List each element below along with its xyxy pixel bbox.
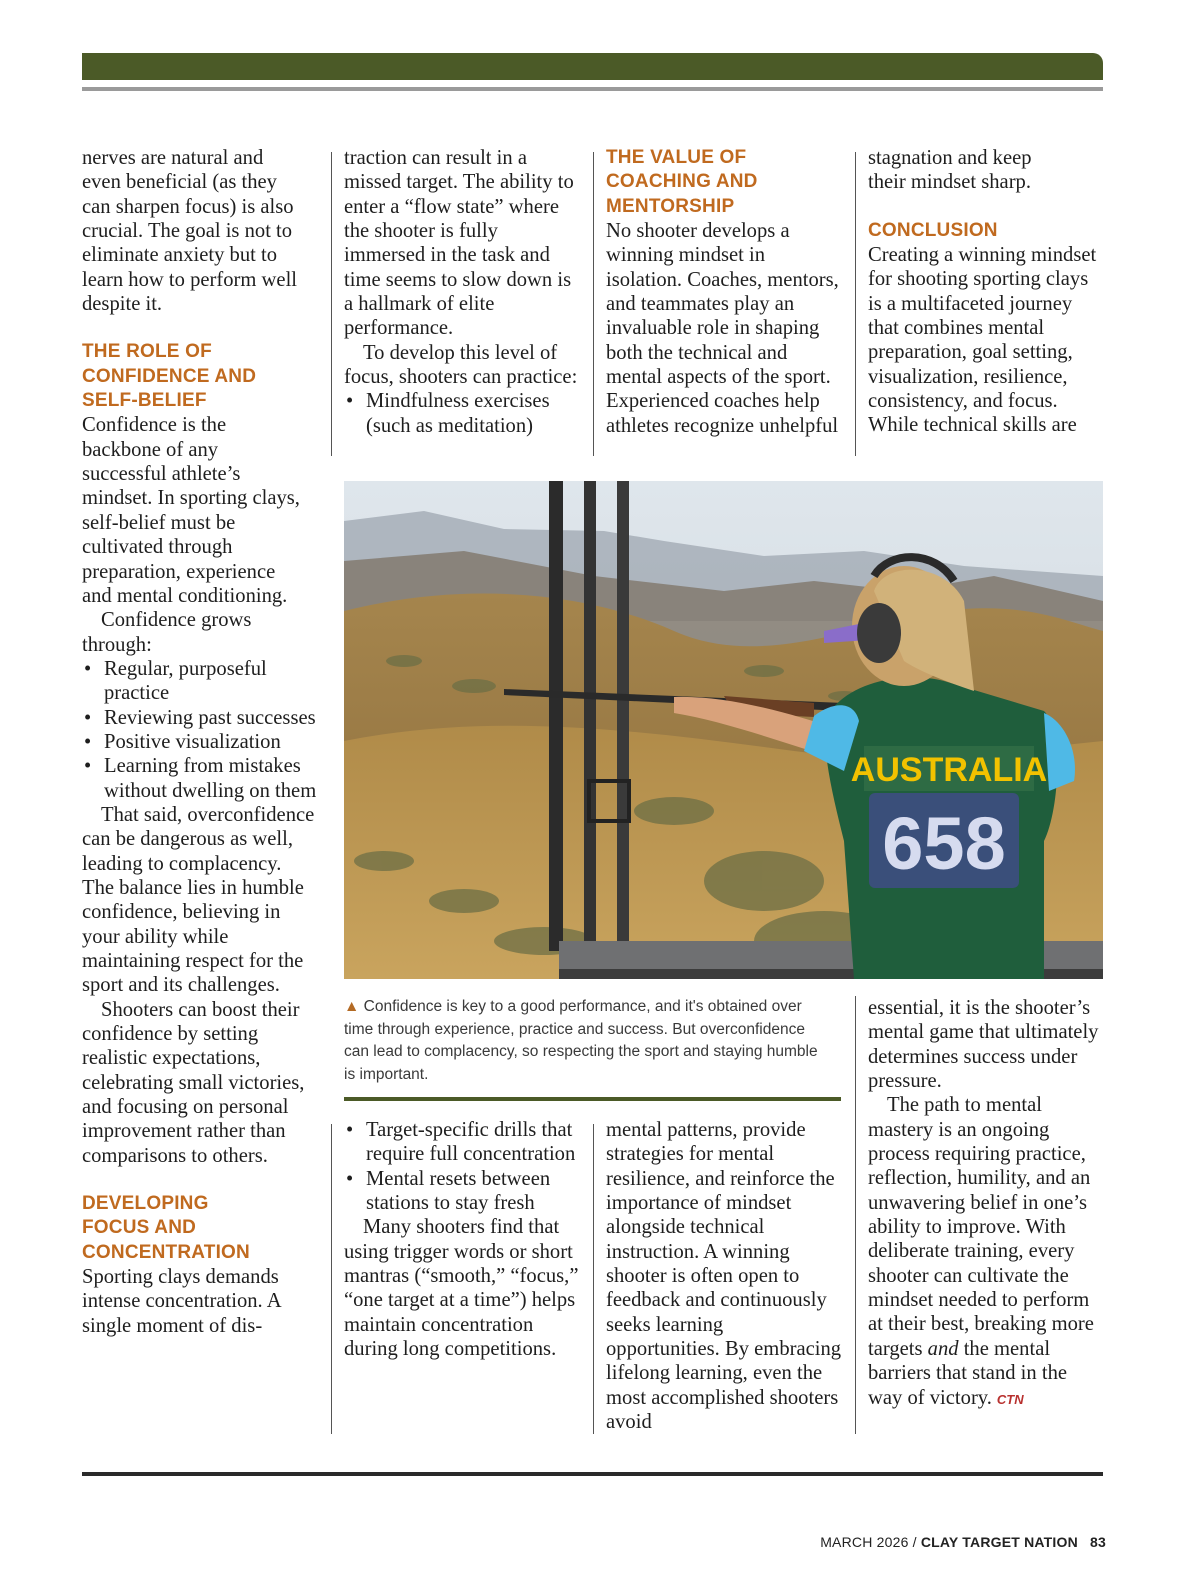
column-rule (331, 152, 332, 456)
section-heading: THE ROLE OF CONFIDENCE AND SELF-BELIEF (82, 341, 257, 412)
bib-number: 658 (882, 802, 1006, 885)
column-rule (593, 152, 594, 456)
section-heading: CONCLUSION (868, 219, 998, 241)
caption-rule (344, 1097, 841, 1101)
ctn-endmark: CTN (996, 1391, 1024, 1407)
paragraph: mental patterns, provide strategies for mental resilience, and reinforce the importance of mindset alongside technical instruction. A winning shooter is often open to feedback and continuously seeks learning opportunities. By embracing lifelong learning, even the most accomplished shooters avoid (606, 1119, 842, 1434)
column-4-bottom (868, 996, 1104, 1412)
header-rule (82, 87, 1103, 91)
paragraph: To develop this level of focus, shooters can practice: (344, 341, 578, 389)
column-rule (855, 152, 856, 456)
page-folio (820, 1534, 1106, 1550)
paragraph: stagnation and keep their mindset sharp. (868, 147, 1032, 194)
caption-marker-icon: ▲ (344, 998, 360, 1015)
paragraph: Creating a winning mindset for shooting sporting clays is a multifaceted journey that combines mental preparation, goal setting, visualization, resilience, consistency, and focus. While technical skills are (868, 244, 1097, 437)
photo-caption: ▲ Confidence is key to a good performance, and it's obtained over time through experience, practice and success. But overconfidence can lead to complacency, so respecting the sport and staying humble is important. (344, 998, 818, 1083)
list-item: • Regular, purposeful practice (84, 657, 267, 705)
bullet-list (344, 1118, 582, 1215)
list-item: • Positive visualization (84, 730, 281, 753)
section-heading: THE VALUE OF COACHING AND MENTORSHIP (606, 147, 758, 217)
magazine-name: CLAY TARGET NATION (920, 1534, 1078, 1550)
paragraph: Many shooters find that using trigger words or short mantras (“smooth,” “focus,” “one target at a time”) helps maintain concentration during long competitions. (344, 1216, 579, 1361)
list-item: • Mindfulness exercises (such as meditation) (346, 390, 550, 437)
paragraph: Confidence grows through: (82, 609, 252, 656)
paragraph: The path to mental mastery is an ongoing process requiring practice, reflection, humility, and an unwavering belief in one’s ability to improve. With deliberate training, every shooter can cultivate the mindset needed to perform at their best, breaking more targets and the mental barriers that stand in the way of victory. CTN (868, 1094, 1094, 1409)
paragraph: nerves are natural and even beneficial (as they can sharpen focus) is also crucial. The goal is not to eliminate anxiety but to learn how to perform well despite it. (82, 147, 298, 316)
paragraph: essential, it is the shooter’s mental game that ultimately determines success under pressure. (868, 997, 1099, 1093)
column-rule (593, 1124, 594, 1434)
column-2-bottom (344, 1118, 582, 1361)
issue-date: MARCH 2026 / (820, 1534, 917, 1550)
column-rule (855, 996, 856, 1434)
paragraph: No shooter develops a winning mindset in isolation. Coaches, mentors, and teammates play an invaluable role in shaping both the technical and mental aspects of the sport. Experienced coaches help athletes recognize unhelpful (606, 220, 839, 437)
list-item: • Learning from mistakes without dwelling on them (84, 755, 317, 802)
header-bar (82, 53, 1103, 80)
page-number: 83 (1090, 1534, 1106, 1550)
column-4-top (868, 146, 1104, 438)
list-item: • Target-specific drills that require full concentration (346, 1119, 576, 1166)
list-item: • Reviewing past successes (84, 706, 316, 729)
vest-country-label: AUSTRALIA (850, 751, 1048, 789)
column-3-bottom (606, 1118, 842, 1434)
footer-rule (82, 1472, 1103, 1476)
column-1 (82, 146, 318, 1338)
column-rule (331, 1124, 332, 1434)
paragraph: Confidence is the backbone of any successful athlete’s mindset. In sporting clays, self-belief must be cultivated through preparation, experience and mental conditioning. (82, 414, 300, 607)
article-photo (344, 481, 1103, 979)
paragraph: Sporting clays demands intense concentration. A single moment of dis- (82, 1266, 281, 1337)
paragraph: traction can result in a missed target. The ability to enter a “flow state” where the shooter is fully immersed in the task and time seems to slow down is a hallmark of elite performance. (344, 147, 574, 340)
section-heading: DEVELOPING FOCUS AND CONCENTRATION (82, 1193, 250, 1263)
list-item: • Mental resets between stations to stay fresh (346, 1167, 551, 1215)
column-2-top (344, 146, 584, 438)
paragraph: That said, overconfidence can be dangerous as well, leading to complacency. The balance lies in humble confidence, believing in your ability while maintaining respect for the sport and its challenges. (82, 803, 315, 997)
bullet-list (82, 657, 318, 803)
column-3-top (606, 146, 842, 438)
bullet-list (344, 389, 584, 438)
paragraph: Shooters can boost their confidence by setting realistic expectations, celebrating small victories, and focusing on personal improvement rather than comparisons to others. (82, 998, 305, 1167)
